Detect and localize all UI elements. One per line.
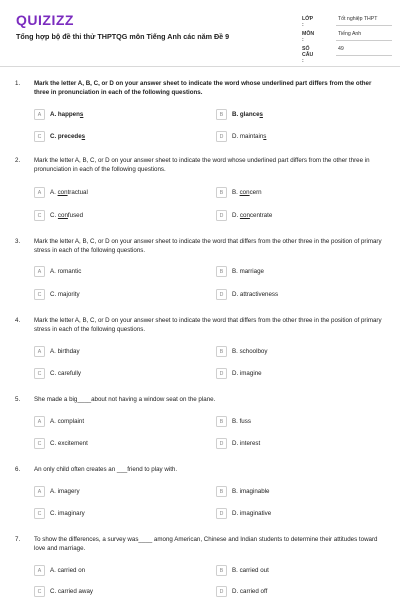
question-number: 3. — [15, 238, 21, 245]
option-text: C. confused — [50, 212, 84, 219]
worksheet-title: Tổng hợp bộ đề thi thử THPTQG môn Tiếng Anh các năm Đề 9 — [16, 32, 230, 41]
option-text: C. precedes — [50, 133, 86, 140]
option-c[interactable] — [34, 131, 194, 145]
question-text: Mark the letter A, B, C, or D on your answer sheet to indicate the word whose underlined part differs from the other three in pronunciation in each of the following questions. — [34, 80, 372, 96]
option-a[interactable] — [34, 346, 194, 360]
option-d[interactable] — [216, 368, 376, 382]
option-letter: A — [34, 346, 45, 357]
subject-underline — [336, 40, 392, 41]
class-label: LỚP : — [302, 16, 313, 28]
option-letter: C — [34, 508, 45, 519]
option-b[interactable] — [216, 565, 376, 579]
option-letter: A — [34, 266, 45, 277]
option-text: C. imaginary — [50, 510, 85, 517]
option-text: D. imagine — [232, 370, 262, 377]
option-letter: A — [34, 565, 45, 576]
option-c[interactable] — [34, 438, 194, 452]
header-divider — [0, 66, 400, 67]
option-a[interactable] — [34, 266, 194, 280]
option-a[interactable] — [34, 486, 194, 500]
option-letter: C — [34, 368, 45, 379]
option-text: A. birthday — [50, 348, 80, 355]
option-b[interactable] — [216, 266, 376, 280]
option-letter: D — [216, 210, 227, 221]
option-text: B. imaginable — [232, 488, 270, 495]
option-text: D. imaginative — [232, 510, 272, 517]
option-d[interactable] — [216, 586, 376, 600]
option-letter: B — [216, 486, 227, 497]
option-letter: B — [216, 565, 227, 576]
question-number: 6. — [15, 466, 21, 473]
option-letter: C — [34, 131, 45, 142]
count-underline — [336, 55, 392, 56]
question-number: 2. — [15, 157, 21, 164]
option-text: C. excitement — [50, 440, 88, 447]
option-letter: D — [216, 289, 227, 300]
option-b[interactable] — [216, 486, 376, 500]
option-text: C. majority — [50, 291, 80, 298]
question-text: Mark the letter A, B, C, or D on your answer sheet to indicate the word that differs from the other three in the position of primary stress in each of the following questions. — [34, 238, 382, 254]
option-text: D. concentrate — [232, 212, 273, 219]
option-letter: D — [216, 438, 227, 449]
question-number: 7. — [15, 536, 21, 543]
option-text: C. carefully — [50, 370, 81, 377]
option-d[interactable] — [216, 508, 376, 522]
option-letter: B — [216, 109, 227, 120]
option-text: D. carried off — [232, 588, 268, 595]
option-letter: A — [34, 486, 45, 497]
option-text: B. fuss — [232, 418, 251, 425]
option-text: A. happens — [50, 111, 84, 118]
option-letter: A — [34, 187, 45, 198]
question-number: 4. — [15, 317, 21, 324]
option-c[interactable] — [34, 210, 194, 224]
option-b[interactable] — [216, 346, 376, 360]
option-letter: C — [34, 438, 45, 449]
option-c[interactable] — [34, 289, 194, 303]
option-letter: B — [216, 416, 227, 427]
option-text: B. marriage — [232, 268, 264, 275]
count-value: 49 — [338, 46, 344, 52]
option-c[interactable] — [34, 508, 194, 522]
option-a[interactable] — [34, 109, 194, 123]
option-text: A. imagery — [50, 488, 80, 495]
option-letter: A — [34, 109, 45, 120]
option-a[interactable] — [34, 187, 194, 201]
option-letter: C — [34, 210, 45, 221]
option-letter: A — [34, 416, 45, 427]
class-value: Tốt nghiệp THPT — [338, 16, 378, 22]
option-text: D. interest — [232, 440, 261, 447]
option-text: A. romantic — [50, 268, 82, 275]
option-d[interactable] — [216, 289, 376, 303]
question-text: Mark the letter A, B, C, or D on your answer sheet to indicate the word whose underlined part differs from the other three in pronunciation in each of the following questions. — [34, 157, 370, 173]
option-text: A. complaint — [50, 418, 85, 425]
option-b[interactable] — [216, 109, 376, 123]
option-letter: D — [216, 586, 227, 597]
option-d[interactable] — [216, 438, 376, 452]
option-c[interactable] — [34, 368, 194, 382]
question-text: An only child often creates an ___friend to play with. — [34, 466, 178, 473]
option-text: B. concern — [232, 189, 262, 196]
option-b[interactable] — [216, 187, 376, 201]
option-letter: B — [216, 266, 227, 277]
question-text: Mark the letter A, B, C, or D on your answer sheet to indicate the word that differs from the other three in the position of primary stress in each of the following questions. — [34, 317, 382, 333]
option-text: B. carried out — [232, 567, 269, 574]
option-text: D. maintains — [232, 133, 267, 140]
question-number: 1. — [15, 80, 21, 87]
question-number: 5. — [15, 396, 21, 403]
option-letter: D — [216, 131, 227, 142]
class-underline — [336, 25, 392, 26]
count-label: SỐ CÂU : — [302, 46, 314, 64]
option-text: A. carried on — [50, 567, 86, 574]
option-letter: C — [34, 586, 45, 597]
option-a[interactable] — [34, 416, 194, 430]
option-letter: B — [216, 187, 227, 198]
option-letter: B — [216, 346, 227, 357]
option-c[interactable] — [34, 586, 194, 600]
option-a[interactable] — [34, 565, 194, 579]
option-text: D. attractiveness — [232, 291, 279, 298]
option-d[interactable] — [216, 210, 376, 224]
subject-value: Tiếng Anh — [338, 31, 362, 37]
option-letter: D — [216, 368, 227, 379]
worksheet-header — [0, 0, 400, 62]
option-d[interactable] — [216, 131, 376, 145]
quizizz-logo: QUIZIZZ — [16, 12, 74, 28]
option-letter: D — [216, 508, 227, 519]
option-text: A. contractual — [50, 189, 88, 196]
option-letter: C — [34, 289, 45, 300]
option-text: B. schoolboy — [232, 348, 268, 355]
option-text: B. glances — [232, 111, 263, 118]
subject-label: MÔN : — [302, 31, 315, 43]
option-b[interactable] — [216, 416, 376, 430]
option-text: C. carried away — [50, 588, 93, 595]
question-text: She made a big____about not having a window seat on the plane. — [34, 396, 216, 403]
question-text: To show the differences, a survey was____ among American, Chinese and Indian students to determine their attitudes toward love and marriage. — [34, 536, 378, 552]
